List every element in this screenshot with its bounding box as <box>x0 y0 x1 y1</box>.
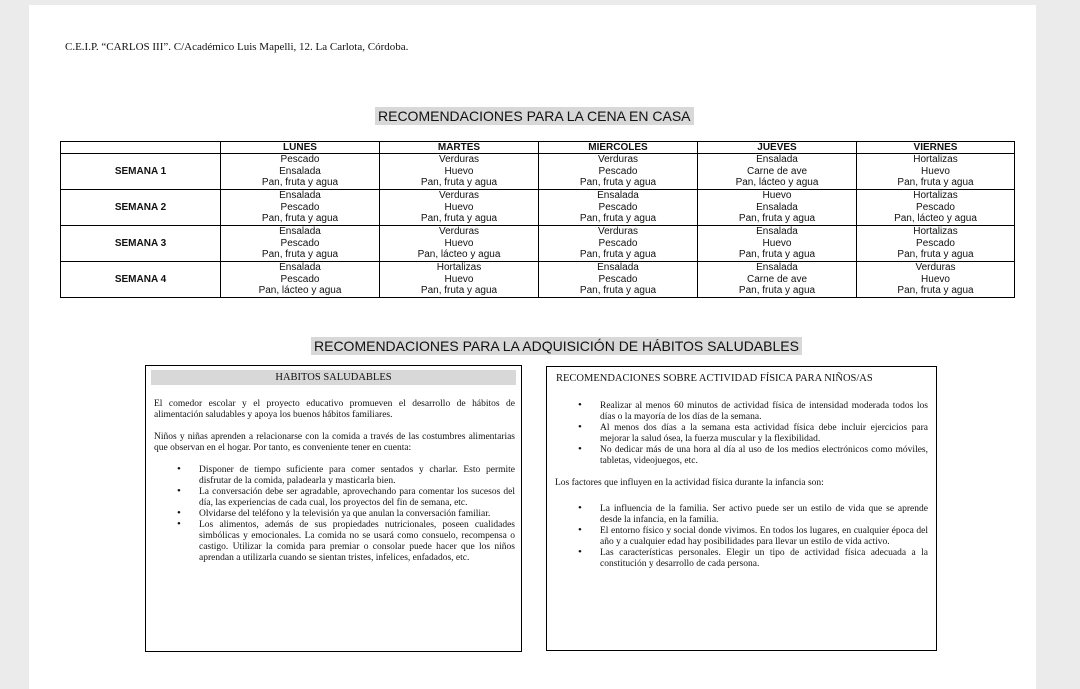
habitos-paragraph: El comedor escolar y el proyecto educativo promueven el desarrollo de hábitos de alimentación saludables y apoya los buenos hábitos familiares. <box>154 399 515 420</box>
week-label: SEMANA 1 <box>61 154 221 190</box>
menu-cell <box>380 226 539 262</box>
menu-item: Ensalada <box>756 262 798 274</box>
list-item: • La influencia de la familia. Ser activo puede ser un estilo de vida que se aprende desde la infancia, en la familia. <box>555 504 928 526</box>
menu-item: Pan, lácteo y agua <box>258 285 342 297</box>
habitos-box <box>145 365 522 652</box>
menu-item: Huevo <box>444 201 474 213</box>
day-header: LUNES <box>221 142 380 154</box>
day-header: MARTES <box>380 142 539 154</box>
list-item: • Las características personales. Elegir un tipo de actividad física adecuada a la constitución y desarrollo de cada persona. <box>555 548 928 570</box>
menu-item: Pescado <box>916 237 955 249</box>
menu-cell <box>221 226 380 262</box>
menu-item: Pescado <box>280 201 320 213</box>
factores-list <box>555 504 928 570</box>
table-row <box>61 190 1015 226</box>
menu-item: Pan, fruta y agua <box>579 285 657 297</box>
menu-item: Ensalada <box>597 190 639 202</box>
menu-item: Pan, fruta y agua <box>420 213 498 225</box>
list-item: • Realizar al menos 60 minutos de actividad física de intensidad moderada todos los días o la mayoría de los días de la semana. <box>555 401 928 423</box>
menu-item: Verduras <box>438 154 480 166</box>
menu-cell <box>698 226 857 262</box>
menu-item: Pescado <box>916 201 955 213</box>
actividad-box <box>546 366 937 651</box>
menu-cell <box>857 154 1015 190</box>
table-row <box>61 154 1015 190</box>
menu-item: Pan, fruta y agua <box>420 177 498 189</box>
menu-item: Verduras <box>597 226 639 238</box>
menu-item: Pan, lácteo y agua <box>735 177 819 189</box>
list-item: • Disponer de tiempo suficiente para comer sentados y charlar. Esto permite disfrutar de la comida, paladearla y masticarla bien. <box>154 465 515 487</box>
menu-cell <box>380 262 539 298</box>
menu-item: Carne de ave <box>746 273 808 285</box>
list-item: • No dedicar más de una hora al día al uso de los medios electrónicos como móviles, tabletas, videojuegos, etc. <box>555 445 928 467</box>
menu-cell <box>857 226 1015 262</box>
menu-cell <box>698 190 857 226</box>
menu-item: Pescado <box>598 237 638 249</box>
week-label: SEMANA 3 <box>61 226 221 262</box>
menu-item: Huevo <box>444 273 474 285</box>
menu-item: Pan, fruta y agua <box>261 213 339 225</box>
menu-item: Ensalada <box>279 165 321 177</box>
section-title-cena: RECOMENDACIONES PARA LA CENA EN CASA <box>375 107 694 125</box>
menu-item: Hortalizas <box>913 226 958 238</box>
menu-item: Ensalada <box>279 262 321 274</box>
menu-item: Pan, lácteo y agua <box>417 249 501 261</box>
list-item: • Los alimentos, además de sus propiedades nutricionales, poseen cualidades simbólicas y emocionales. La comida no se usará como consuelo, recompensa o castigo. Utilizar la comida para premiar o consolar puede hacer que los niños aprendan a utilizarla cuando se sientan tristes, infelices, enfadados, etc. <box>154 520 515 564</box>
menu-item: Pan, fruta y agua <box>897 177 974 189</box>
menu-item: Hortalizas <box>913 190 958 202</box>
corner-cell <box>61 142 221 154</box>
menu-cell <box>539 226 698 262</box>
menu-item: Huevo <box>921 273 950 285</box>
menu-item: Huevo <box>762 237 792 249</box>
menu-cell <box>221 190 380 226</box>
document-page <box>29 5 1036 689</box>
menu-item: Ensalada <box>279 190 321 202</box>
section-title-habitos: RECOMENDACIONES PARA LA ADQUISICIÓN DE HÁBITOS SALUDABLES <box>311 337 802 355</box>
menu-cell <box>380 190 539 226</box>
menu-item: Ensalada <box>279 226 321 238</box>
menu-item: Ensalada <box>756 226 798 238</box>
habitos-list <box>154 465 515 564</box>
menu-item: Pescado <box>598 201 638 213</box>
menu-item: Pan, lácteo y agua <box>894 213 977 225</box>
menu-cell <box>539 190 698 226</box>
menu-cell <box>221 262 380 298</box>
menu-item: Huevo <box>444 165 474 177</box>
day-header: JUEVES <box>698 142 857 154</box>
menu-item: Huevo <box>444 237 474 249</box>
list-item: • La conversación debe ser agradable, aprovechando para comentar los sucesos del día, las experiencias de cada cual, los proyectos del fin de semana, etc. <box>154 487 515 509</box>
day-header: MIERCOLES <box>539 142 698 154</box>
menu-item: Verduras <box>438 226 480 238</box>
menu-cell <box>698 154 857 190</box>
menu-item: Pan, fruta y agua <box>261 249 339 261</box>
menu-item: Pan, fruta y agua <box>579 249 657 261</box>
menu-item: Verduras <box>597 154 639 166</box>
menu-item: Pescado <box>280 237 320 249</box>
actividad-title: RECOMENDACIONES SOBRE ACTIVIDAD FÍSICA PARA NIÑOS/AS <box>552 371 931 386</box>
menu-item: Pan, fruta y agua <box>579 177 657 189</box>
menu-item: Pescado <box>280 273 320 285</box>
week-label: SEMANA 2 <box>61 190 221 226</box>
menu-cell <box>380 154 539 190</box>
menu-item: Pan, fruta y agua <box>261 177 339 189</box>
menu-item: Hortalizas <box>436 262 482 274</box>
day-header: VIERNES <box>857 142 1015 154</box>
menu-item: Pescado <box>280 154 320 166</box>
list-item: • Olvidarse del teléfono y la televisión ya que anulan la conversación familiar. <box>154 509 515 520</box>
menu-item: Carne de ave <box>746 165 808 177</box>
factores-paragraph: Los factores que influyen en la actividad física durante la infancia son: <box>555 478 824 488</box>
list-item: • El entorno físico y social donde vivimos. En todos los lugares, en cualquier época del año y a cualquier edad hay posibilidades para llevar un estilo de vida activo. <box>555 526 928 548</box>
menu-item: Pan, fruta y agua <box>897 249 974 261</box>
menu-item: Ensalada <box>597 262 639 274</box>
table-row <box>61 262 1015 298</box>
menu-cell <box>698 262 857 298</box>
menu-cell <box>857 190 1015 226</box>
menu-item: Pan, fruta y agua <box>897 285 974 297</box>
dinner-menu-table <box>60 141 1015 298</box>
menu-item: Ensalada <box>756 154 798 166</box>
menu-item: Ensalada <box>756 201 798 213</box>
menu-item: Pan, fruta y agua <box>420 285 498 297</box>
menu-cell <box>857 262 1015 298</box>
menu-item: Pan, fruta y agua <box>738 249 816 261</box>
habitos-title: HABITOS SALUDABLES <box>151 370 516 385</box>
table-header-row <box>61 142 1015 154</box>
actividad-list <box>555 401 928 467</box>
menu-item: Pescado <box>598 165 638 177</box>
menu-cell <box>539 154 698 190</box>
menu-item: Pan, fruta y agua <box>579 213 657 225</box>
menu-item: Verduras <box>438 190 480 202</box>
menu-cell <box>221 154 380 190</box>
menu-cell <box>539 262 698 298</box>
menu-item: Pescado <box>598 273 638 285</box>
table-row <box>61 226 1015 262</box>
menu-item: Pan, fruta y agua <box>738 213 816 225</box>
menu-item: Huevo <box>762 190 792 202</box>
menu-item: Pan, fruta y agua <box>738 285 816 297</box>
week-label: SEMANA 4 <box>61 262 221 298</box>
menu-item: Verduras <box>915 262 956 274</box>
list-item: • Al menos dos días a la semana esta actividad física debe incluir ejercicios para mejorar la salud ósea, la fuerza muscular y la flexibilidad. <box>555 423 928 445</box>
menu-item: Huevo <box>921 165 950 177</box>
menu-item: Hortalizas <box>913 154 958 166</box>
habitos-paragraph: Niños y niñas aprenden a relacionarse con la comida a través de las costumbres alimentarias que observan en el hogar. Por tanto, es conveniente tener en cuenta: <box>154 432 515 453</box>
school-header: C.E.I.P. “CARLOS III”. C/Académico Luis Mapelli, 12. La Carlota, Córdoba. <box>65 41 409 53</box>
